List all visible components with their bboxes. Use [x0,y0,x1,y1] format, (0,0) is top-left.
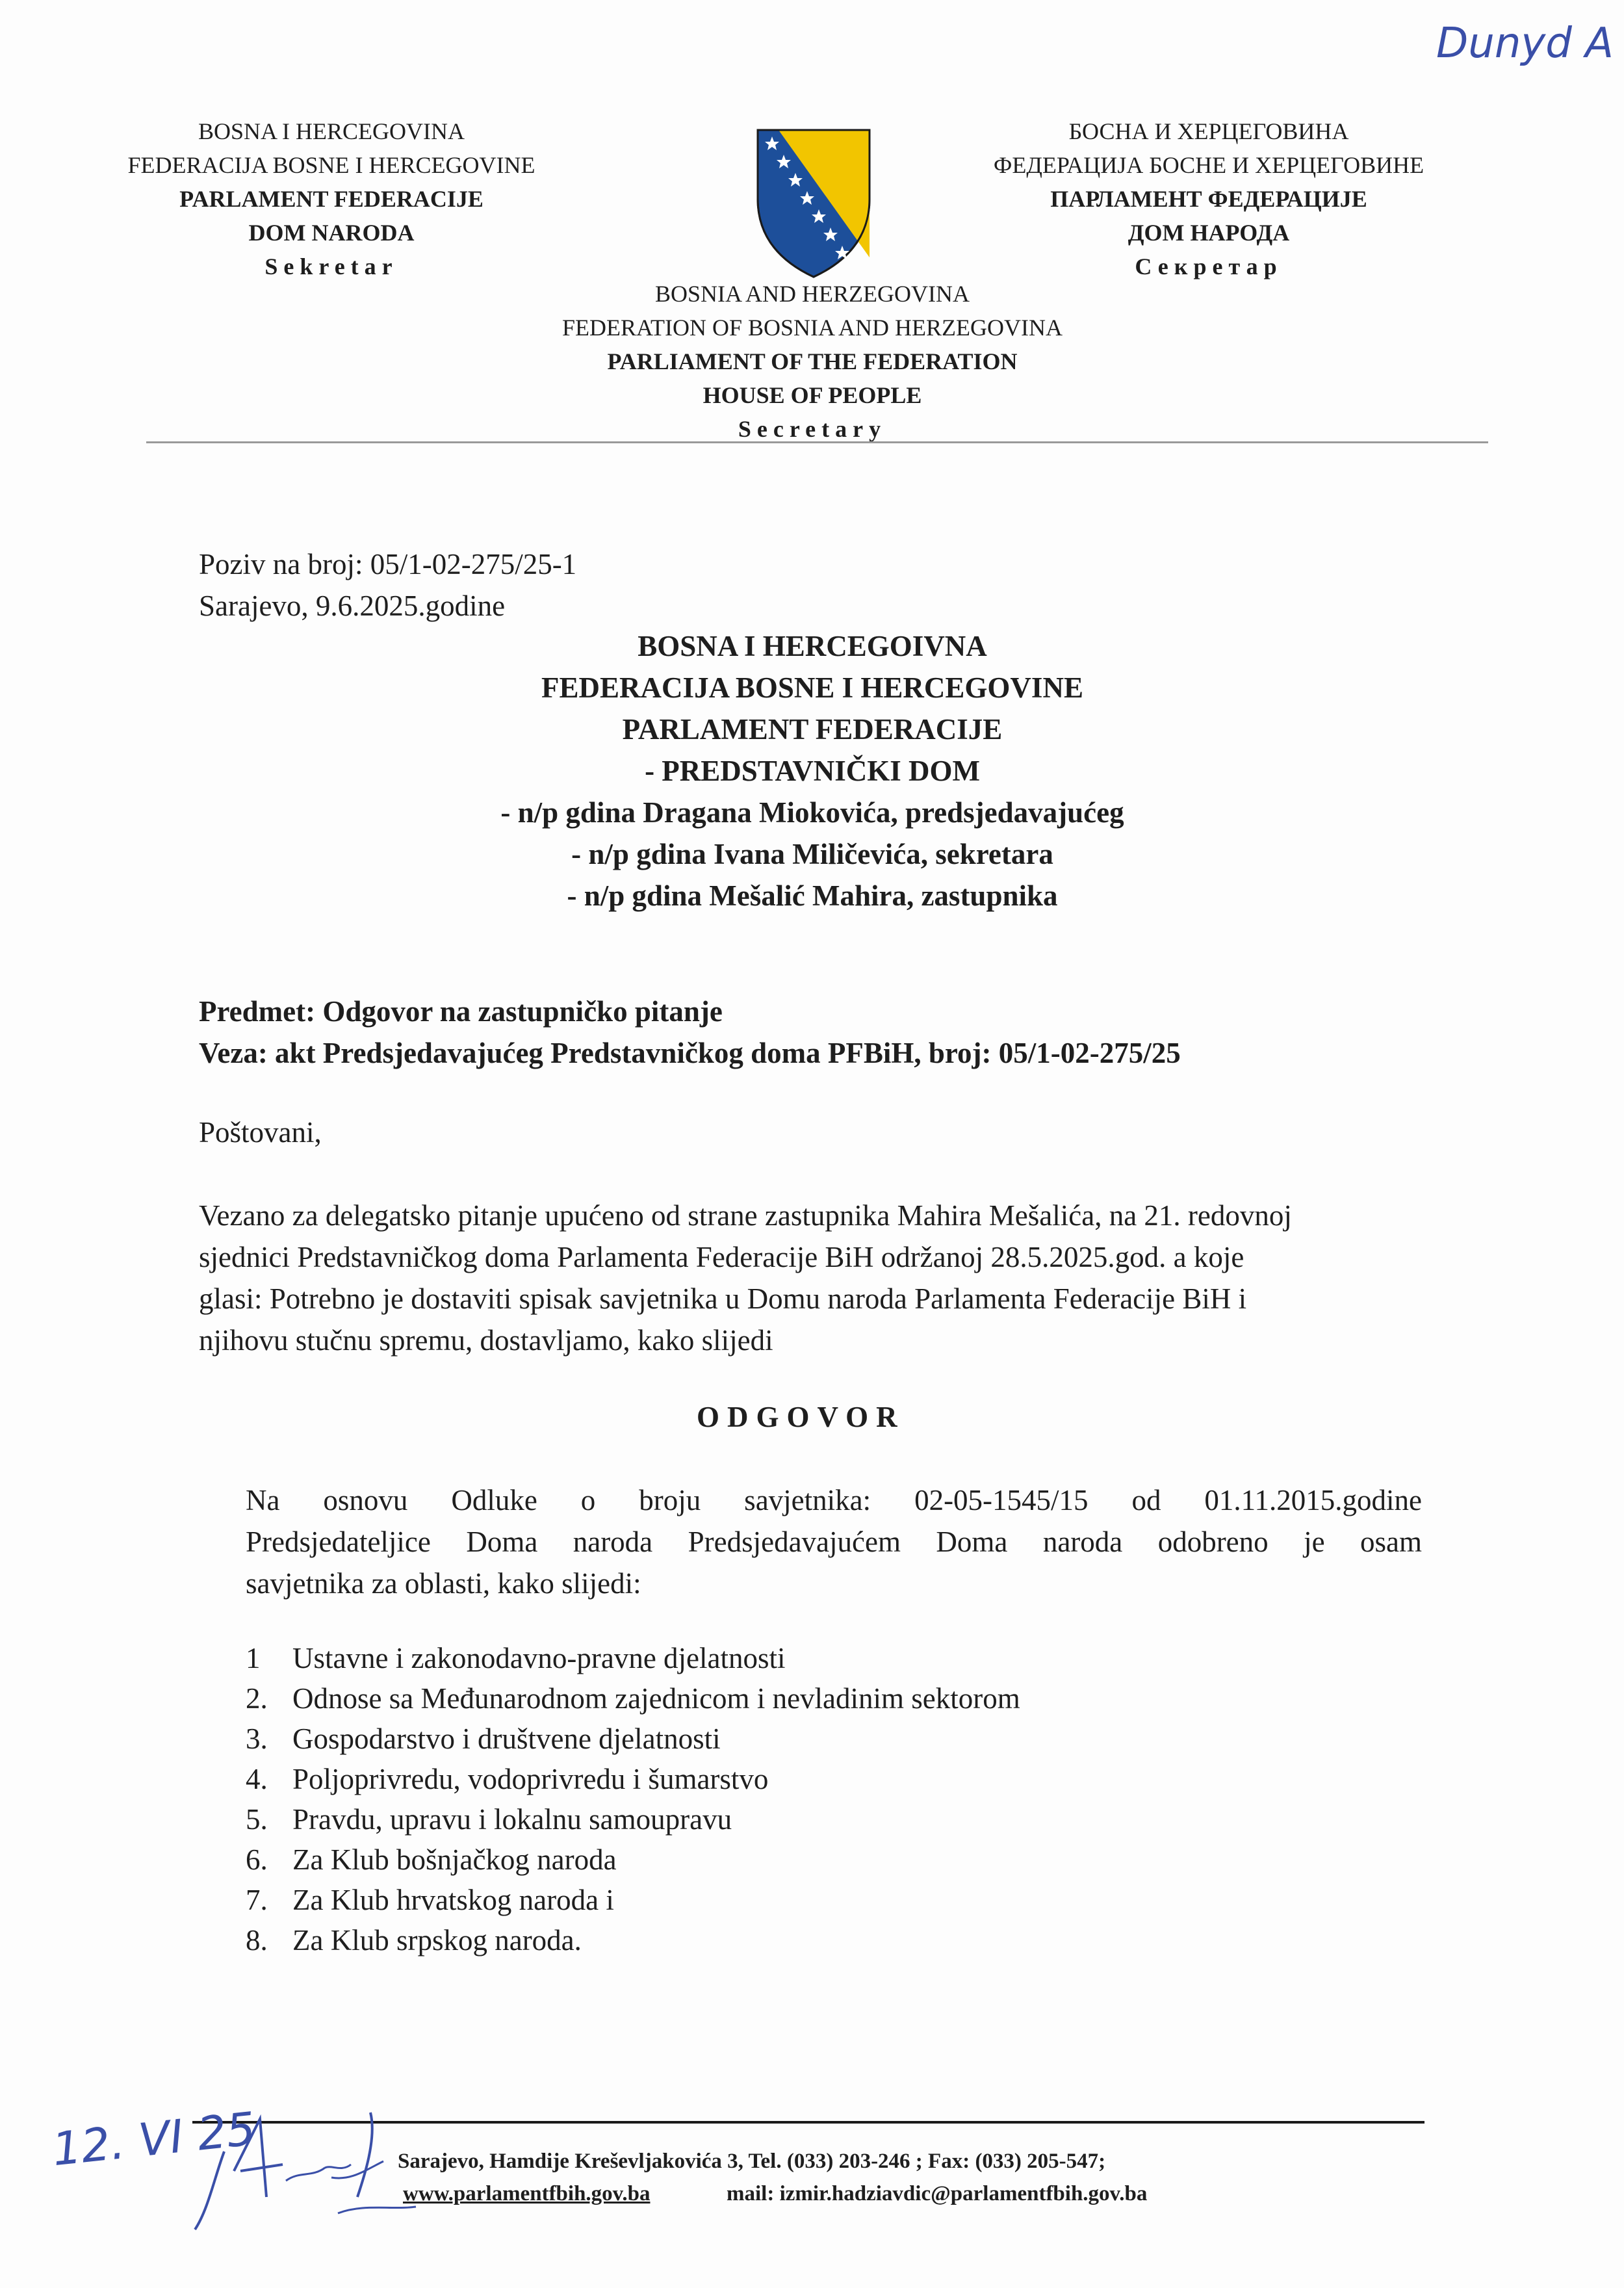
recipient-line-6: - n/p gdina Ivana Miličevića, sekretara [571,838,1053,870]
list-item: 3. Gospodarstvo i društvene djelatnosti [246,1722,721,1755]
reference-number: Poziv na broj: 05/1-02-275/25-1 [199,548,577,580]
header-divider [146,441,1488,443]
greeting: Poštovani, [199,1116,322,1149]
letterhead-center-parliament: PARLIAMENT OF THE FEDERATION [607,348,1018,374]
subject-block [199,991,1434,1074]
letterhead-right-country: БОСНА И ХЕРЦЕГОВИНА [1068,118,1349,144]
answer-heading: ODGOVOR [697,1401,905,1433]
list-item: 2. Odnose sa Međunarodnom zajednicom i nevladinim sektorom [246,1682,1020,1715]
recipient-line-3: PARLAMENT FEDERACIJE [622,713,1003,746]
letterhead-right-parliament: ПАРЛАМЕНТ ФЕДЕРАЦИЈЕ [1050,186,1367,212]
list-item: 1 Ustavne i zakonodavno-pravne djelatnosti [246,1642,786,1674]
document-date: Sarajevo, 9.6.2025.godine [199,590,506,622]
recipient-line-5: - n/p gdina Dragana Miokovića, predsjedavajućeg [500,796,1124,829]
letterhead-right-secretary: Секретар [1135,254,1283,280]
subject-line: Predmet: Odgovor na zastupničko pitanje [199,995,723,1028]
letterhead-right-federation: ФЕДЕРАЦИЈА БОСНЕ И ХЕРЦЕГОВИНЕ [993,152,1424,178]
list-item: 4. Poljoprivredu, vodoprivredu i šumarstvo [246,1763,769,1795]
letterhead-center-country: BOSNIA AND HERZEGOVINA [655,281,970,307]
recipient-block [357,625,1267,916]
handwritten-signature [169,2100,429,2262]
answer-line-2: Predsjedateljice Doma naroda Predsjedavajućem Doma naroda odobreno je osam [246,1526,1422,1558]
recipient-line-1: BOSNA I HERCEGOIVNA [638,630,987,662]
footer-website[interactable]: www.parlamentfbih.gov.ba [403,2182,651,2205]
letterhead-right [949,114,1469,283]
handwritten-mark: Dunyd A [1436,20,1614,68]
letterhead-left-secretary: Sekretar [264,254,398,280]
footer-address: Sarajevo, Hamdije Kreševljakovića 3, Tel. (033) 203-246 ; Fax: (033) 205-547; [398,2150,1106,2173]
list-item: 8. Za Klub srpskog naroda. [246,1924,582,1956]
intro-line-1: Vezano za delegatsko pitanje upućeno od strane zastupnika Mahira Mešalića, na 21. redovnoj [199,1199,1292,1232]
letterhead-center [455,277,1170,446]
footer-mail: mail: izmir.hadziavdic@parlamentfbih.gov.ba [727,2182,1148,2205]
reference-block [199,543,979,627]
letterhead-left-parliament: PARLAMENT FEDERACIJE [179,186,483,212]
answer-line-3: savjetnika za oblasti, kako slijedi: [246,1567,641,1600]
handwritten-date: 12. VI 25 [49,2101,258,2177]
intro-line-2: sjednici Predstavničkog doma Parlamenta Federacije BiH održanoj 28.5.2025.god. a koje [199,1241,1244,1273]
letterhead-left-federation: FEDERACIJA BOSNE I HERCEGOVINE [127,152,535,178]
recipient-line-2: FEDERACIJA BOSNE I HERCEGOVINE [541,671,1083,704]
letterhead-center-house: HOUSE OF PEOPLE [702,382,922,408]
reference-act-line: Veza: akt Predsjedavajućeg Predstavničkog doma PFBiH, broj: 05/1-02-275/25 [199,1037,1181,1069]
letterhead-left-house: DOM NARODA [248,220,415,246]
coat-of-arms-logo [755,127,872,278]
answer-line-1: Na osnovu Odluke o broju savjetnika: 02-05-1545/15 od 01.11.2015.godine [246,1484,1422,1516]
recipient-line-4: - PREDSTAVNIČKI DOM [645,755,980,787]
intro-line-4: njihovu stučnu spremu, dostavljamo, kako slijedi [199,1324,773,1357]
letterhead-left [117,114,546,283]
footer-website-link[interactable] [403,2178,650,2210]
letterhead-left-country: BOSNA I HERCEGOVINA [198,118,465,144]
recipient-line-7: - n/p gdina Mešalić Mahira, zastupnika [567,879,1058,912]
answer-paragraph [246,1479,1422,1604]
list-item: 5. Pravdu, upravu i lokalnu samoupravu [246,1803,732,1836]
intro-line-3: glasi: Potrebno je dostaviti spisak savjetnika u Domu naroda Parlamenta Federacije BiH i [199,1282,1247,1315]
list-item: 6. Za Klub bošnjačkog naroda [246,1843,617,1876]
letterhead-right-house: ДОМ НАРОДА [1128,220,1290,246]
letterhead-center-secretary: Secretary [738,416,887,442]
letterhead-center-federation: FEDERATION OF BOSNIA AND HERZEGOVINA [561,315,1063,341]
list-item: 7. Za Klub hrvatskog naroda i [246,1884,614,1916]
intro-paragraph [199,1195,1434,1361]
